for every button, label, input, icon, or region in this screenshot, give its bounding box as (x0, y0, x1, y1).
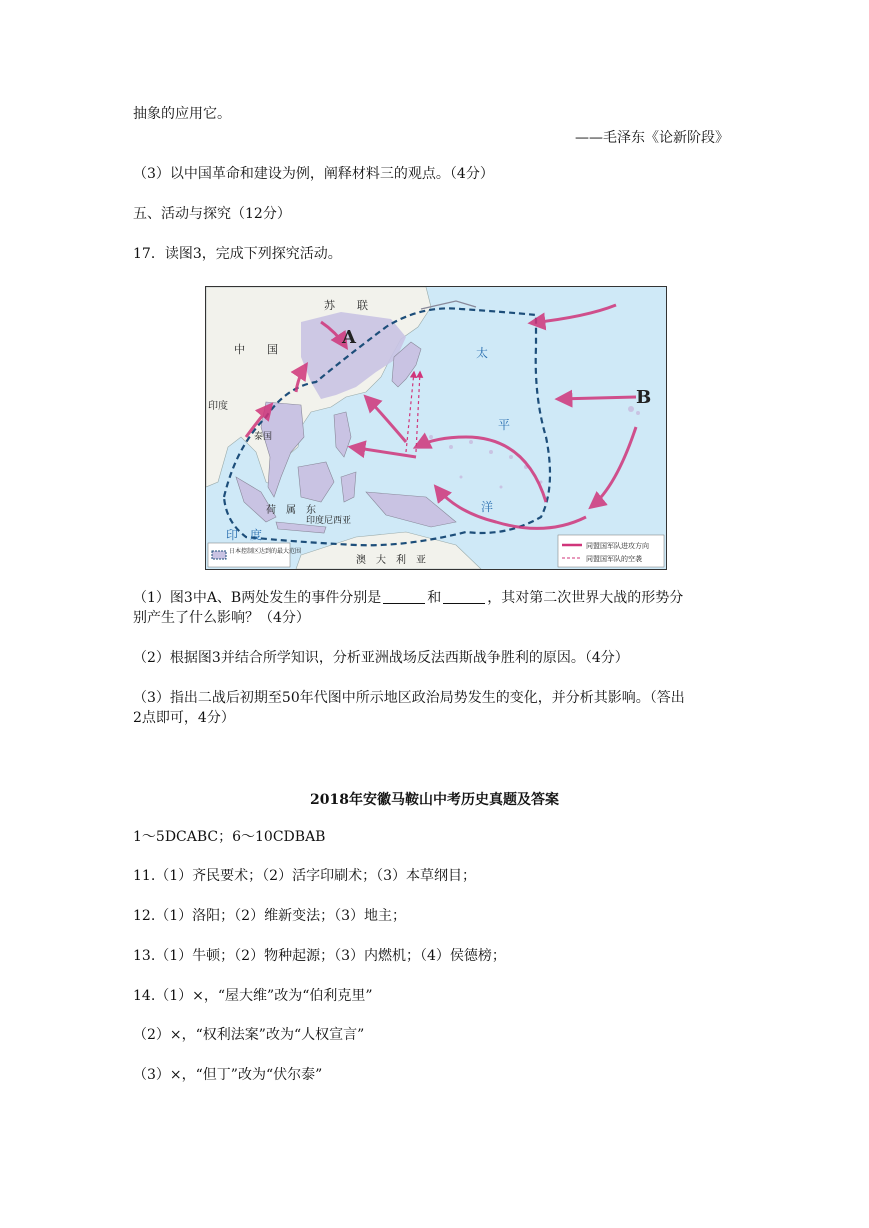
label-pacific-2: 平 (498, 418, 511, 432)
label-B: B (636, 387, 652, 408)
answer-12: 12.（1）洛阳；（2）维新变法；（3）地主； (133, 908, 406, 924)
answer-14-2: （2）×，“权利法案”改为“人权宣言” (133, 1027, 365, 1043)
question-17-1-line1 (133, 588, 683, 608)
answer-13: 13.（1）牛顿；（2）物种起源；（3）内燃机；（4）侯德榜； (133, 948, 506, 964)
label-soviet-union: 苏 联 (324, 299, 368, 312)
section-five-heading: 五、活动与探究（12分） (133, 206, 291, 222)
question-17-1-part2: ，其对第二次世界大战的形势分 (487, 590, 684, 606)
label-india: 印度 (208, 401, 228, 412)
answer-14-3: （3）×，“但丁”改为“伏尔泰” (133, 1067, 323, 1083)
label-pacific-3: 洋 (481, 500, 494, 514)
answer-title: 2018年安徽马鞍山中考历史真题及答案 (310, 792, 559, 808)
label-indian-ocean: 印 度 (226, 528, 263, 542)
label-australia: 澳 大 利 亚 (356, 555, 426, 566)
figure-3-pacific-war-map (205, 286, 667, 570)
question-17-3-line1: （3）指出二战后初期至50年代图中所示地区政治局势发生的变化，并分析其影响。（答出 (133, 690, 685, 706)
question-17-1-and: 和 (427, 590, 442, 606)
legend-japan-control (208, 543, 301, 567)
legend-allied (558, 535, 664, 567)
question-16-3: （3）以中国革命和建设为例，阐释材料三的观点。（4分） (133, 166, 494, 182)
label-A: A (342, 327, 356, 348)
question-17-1-part1: （1）图3中A、B两处发生的事件分别是 (133, 590, 382, 606)
question-17-1-line2: 别产生了什么影响？（4分） (133, 610, 310, 626)
legend-attack-text: 同盟国军队进攻方向 (586, 542, 649, 550)
label-indonesia: 印度尼西亚 (306, 516, 352, 526)
label-dutch-east-indies: 荷 属 东 (266, 505, 316, 516)
answer-14-1: 14.（1）×，“屋大维”改为“伯利克里” (133, 988, 373, 1004)
attack-arrow-hawaii-west (558, 397, 636, 399)
question-17-intro: 17．读图3，完成下列探究活动。 (133, 246, 342, 262)
answer-11: 11.（1）齐民要术；（2）活字印刷术；（3）本草纲目； (133, 868, 476, 884)
answer-blank-A (383, 589, 425, 604)
question-17-2: （2）根据图3并结合所学知识，分析亚洲战场反法西斯战争胜利的原因。（4分） (133, 650, 629, 666)
legend-japan-text: 日本控制区达到的最大范围 (229, 548, 302, 555)
quote-source: ——毛泽东《论新阶段》 (575, 130, 729, 146)
answer-blank-B (443, 589, 485, 604)
legend-air-text: 同盟国军队的空袭 (586, 555, 642, 563)
hawaii-islands (628, 406, 634, 412)
question-17-3-line2: 2点即可，4分） (133, 710, 235, 726)
label-pacific-1: 太 (476, 346, 489, 360)
material-tail: 抽象的应用它。 (133, 106, 231, 122)
label-thailand: 泰国 (254, 432, 273, 442)
label-china: 中 国 (234, 343, 278, 356)
answer-1-10: 1～5DCABC；6～10CDBAB (133, 829, 326, 845)
